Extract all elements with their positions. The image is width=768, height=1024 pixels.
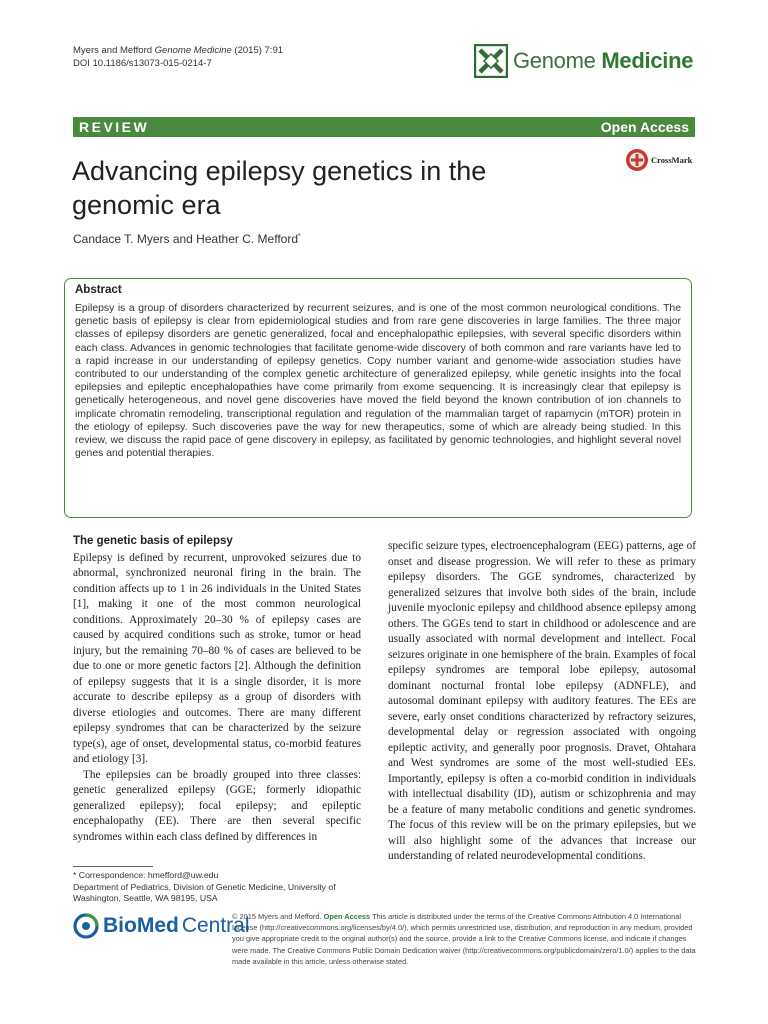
biomed-central-logo-icon [73, 913, 99, 939]
license-open-access: Open Access [323, 912, 371, 921]
section-heading: The genetic basis of epilepsy [73, 535, 233, 547]
publisher-central: Central [181, 914, 250, 937]
body-paragraph-2: The epilepsies can be broadly grouped into three classes: genetic generalized epilepsy (GGE; formerly idiopathic generalized epilepsy); focal epilepsy; and epileptic encephalopathy (EE). There are then several specific syndromes within each class defined by differences in [73, 768, 361, 843]
footnote [73, 870, 363, 905]
journal-logo[interactable] [474, 44, 693, 78]
publisher-logo[interactable] [73, 913, 250, 939]
crossmark-badge[interactable] [625, 148, 692, 172]
author-names: Candace T. Myers and Heather C. Mefford [73, 232, 298, 246]
license-body: This article is distributed under the terms of the Creative Commons Attribution 4.0 International License (http://creativecommons.org/licenses/by/4.0/), which permits unrestricted use, distribution, and reproduction in any medium, provided you give appropriate credit to the original author(s) and the source, provide a link to the Creative Commons license, and indicate if changes were made. The Creative Commons Public Domain Dedication waiver (http://creativecommons.org/publicdomain/zero/1.0/) applies to the data made available in this article, unless otherwise stated. [232, 912, 696, 966]
journal-wordmark [513, 48, 693, 74]
doi[interactable]: DOI 10.1186/s13073-015-0214-7 [73, 58, 212, 69]
corresponding-mark: * [298, 233, 301, 240]
citation-authors: Myers and Mefford [73, 45, 153, 56]
wordmark-genome: Genome [513, 48, 596, 73]
genome-medicine-logo-icon [474, 44, 508, 78]
citation-line [73, 44, 283, 57]
citation-year-volume: (2015) 7:91 [234, 45, 284, 56]
open-access-label: Open Access [600, 119, 689, 135]
affiliation: Department of Pediatrics, Division of Genetic Medicine, University of Washington, Seattle, WA 98195, USA [73, 881, 336, 903]
license-prefix: © 2015 Myers and Mefford. [232, 912, 322, 921]
citation-journal: Genome Medicine [154, 45, 232, 56]
body-paragraph-1: Epilepsy is defined by recurrent, unprovoked seizures due to abnormal, synchronized neuronal firing in the brain. The condition affects up to 1 in 26 individuals in the United States [1], making it one of the most common neurological conditions. Approximately 20–30 % of epilepsy cases are caused by acquired conditions such as stroke, tumor or head injury, but the remaining 70–80 % of cases are believed to be due to one or more genetic factors [2]. Although the definition of epilepsy suggests that it is a single disorder, it is more accurate to describe epilepsy as a group of disorders with diverse etiologies and outcomes. There are many different epilepsy syndromes that can be characterized by the seizure type(s), age of onset, developmental status, co-morbid features and etiology [3]. [73, 551, 361, 765]
crossmark-icon [625, 148, 649, 172]
wordmark-medicine: Medicine [601, 48, 694, 73]
body-column-left [73, 534, 361, 845]
abstract-box [64, 278, 692, 518]
author-list [73, 232, 301, 246]
article-type-band [73, 117, 695, 137]
body-paragraph-3: specific seizure types, electroencephalogram (EEG) patterns, age of onset and disease progression. We will refer to these as primary epilepsy disorders. The GGE syndromes, characterized by generalized seizures that involve both sides of the brain, include juvenile myoclonic epilepsy and childhood absence epilepsy among others. The GGEs tend to start in childhood or adolescence and are usually associated with normal development and intellect. Focal seizures originate in one hemisphere of the brain. Examples of focal epilepsy syndromes are temporal lobe epilepsy, autosomal dominant nocturnal frontal lobe epilepsy (ADNFLE), and autosomal dominant epilepsy with auditory features. The EEs are severe, early onset conditions characterized by refractory seizures, developmental delay or regression associated with ongoing epileptic activity, and generally poor prognosis. Dravet, Ohtahara and West syndromes are some of the most well-studied EEs. Importantly, epilepsy is often a co-morbid condition in individuals with intellectual disability (ID), autism or schizophrenia and may be a feature of many metabolic conditions and genetic syndromes. The focus of this review will be on the primary epilepsies, but we will also highlight some of the advances that increase our understanding of related neurodevelopmental conditions. [388, 540, 696, 862]
footnote-divider [73, 866, 153, 867]
correspondence[interactable]: * Correspondence: hmefford@uw.edu [73, 870, 219, 880]
article-title: Advancing epilepsy genetics in the genomic era [72, 156, 487, 220]
abstract-text: Epilepsy is a group of disorders characterized by recurrent seizures, and is one of the most common neurological conditions. The genetic basis of epilepsy is clear from epidemiological studies and from rare gene discoveries in large families. The three major classes of epilepsy disorders are genetic generalized, focal and encephalopathic epilepsies, with several specific disorders within each class. Advances in genomic technologies that facilitate genome-wide discovery of both common and rare variants have led to a rapid increase in our understanding of epilepsy genetics. Copy number variant and genome-wide association studies have contributed to our understanding of the complex genetic architecture of generalized epilepsy, while genetic insights into the focal epilepsies and epileptic encephalopathies have come primarily from exome sequencing. It is increasingly clear that epilepsy is genetically heterogeneous, and novel gene discoveries have moved the field beyond the known contribution of ion channels to implicate chromatin remodeling, transcriptional regulation and regulation of the mammalian target of rapamycin (mTOR) protein in the etiology of epilepsy. Such discoveries pave the way for new therapeutics, some of which are already being studied. In this review, we discuss the rapid pace of gene discovery in epilepsy, as facilitated by genomic technologies, and highlight several novel genes and potential therapies. [75, 303, 681, 460]
article-type-label: REVIEW [79, 119, 150, 135]
abstract-heading: Abstract [75, 284, 122, 296]
citation-block [73, 44, 283, 70]
body-column-right [388, 539, 696, 865]
license-text [232, 911, 698, 967]
publisher-bm: BioMed [103, 914, 179, 937]
crossmark-text: CrossMark [651, 155, 693, 165]
